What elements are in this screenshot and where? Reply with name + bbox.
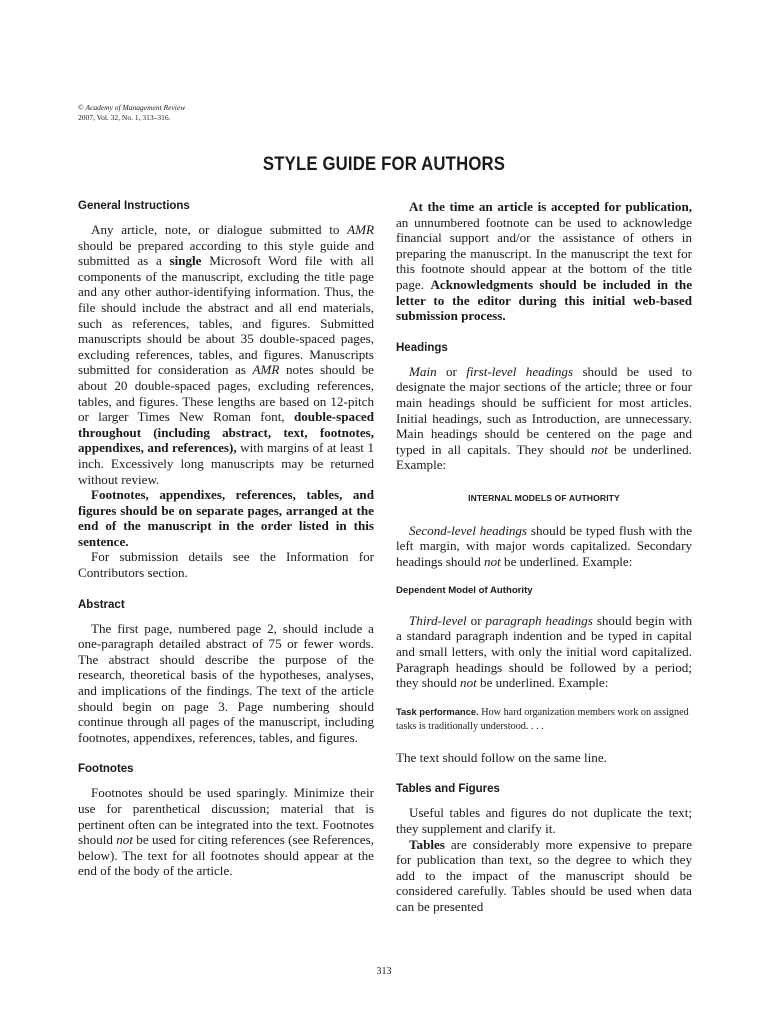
example-paragraph-heading: Task performance. How hard organization members work on assigned tasks is traditionally understood. . . . [396,705,689,732]
heading-tables-figures: Tables and Figures [396,783,500,796]
paragraph-third-level: Third-level or paragraph headings should begin with a standard paragraph indention and be typed in capital and small letters, with only the initial word capitalized. Paragraph headings should be followed by a period; they should not be underlined. Example: [396,612,692,691]
example-second-level-heading: Dependent Model of Authority [396,585,533,597]
heading-footnotes: Footnotes [78,763,134,776]
paragraph-tables-cost: Tables are considerably more expensive to prepare for publication than text, so the degree to which they add to the impact of the manuscript should be considered carefully. Tables should be used when data can be presented [396,836,692,914]
paragraph-follow-line: The text should follow on the same line. [396,749,607,765]
paragraph-separate-pages: Footnotes, appendixes, references, tables, and figures should be on separate pages, arranged at the end of the manuscript in the order listed in this sentence. [78,487,374,549]
paragraph-submission-details: For submission details see the Information for Contributors section. [78,549,374,581]
page-title: STYLE GUIDE FOR AUTHORS [262,154,506,175]
right-column [396,199,692,915]
left-column [78,199,374,879]
heading-general-instructions: General Instructions [78,200,190,212]
paragraph-second-level: Second-level headings should be typed flush with the left margin, with major words capitalized. Secondary headings should not be underlined. Example: [396,522,692,569]
journal-name: © Academy of Management Review [78,103,186,112]
paragraph-acceptance: At the time an article is accepted for publication, an unnumbered footnote can be used to acknowledge financial support and/or the assistance of others in preparing the manuscript. In the manuscript the text for this footnote should appear at the bottom of the title page. Acknowledgments should be included in the letter to the editor during this initial web-based submission process. [396,199,693,324]
paragraph-general: Any article, note, or dialogue submitted to AMR should be prepared according to this style guide and submitted as a single Microsoft Word file with all components of the manuscript, excluding the title page and any other author-identifying information. Thus, the file should include the abstract and all end materials, such as references, tables, and figures. Submitted manuscripts should be about 35 double-spaced pages, excluding references, tables, and figures. Manuscripts submitted for consideration as AMR notes should be about 20 double-spaced pages, excluding references, tables, and figures. These lengths are based on 12-pitch or larger Times New Roman font, double-spaced throughout (including abstract, text, footnotes, appendixes, and references), with margins of at least 1 inch. Excessively long manuscripts may be returned without review. [78,222,375,487]
journal-citation [78,103,185,123]
paragraph-tables-intro: Useful tables and figures do not duplicate the text; they supplement and clarify it. [396,805,692,837]
page-number: 313 [376,966,392,977]
volume-citation: 2007, Vol. 32, No. 1, 313–316. [78,113,171,122]
paragraph-footnotes: Footnotes should be used sparingly. Minimize their use for parenthetical discussion; material that is pertinent often can be integrated into the text. Footnotes should not be used for citing references (see References, below). The text for all footnotes should appear at the end of the body of the article. [78,785,374,879]
paragraph-abstract: The first page, numbered page 2, should include a one-paragraph detailed abstract of 75 or fewer words. The abstract should describe the purpose of the research, theoretical basis of the hypotheses, analyses, and implications of the findings. The text of the article should begin on page 3. Page numbering should continue through all pages of the manuscript, including footnotes, appendixes, references, tables, and figures. [78,620,374,745]
example-first-level-heading: INTERNAL MODELS OF AUTHORITY [468,492,620,503]
heading-headings: Headings [396,341,448,354]
heading-abstract: Abstract [78,598,125,611]
paragraph-main-headings: Main or first-level headings should be used to designate the major sections of the article; three or four main headings should be sufficient for most articles. Initial headings, such as Introduction, are unnecessary. Main headings should be centered on the page and typed in all capitals. They should not be underlined. Example: [396,363,692,473]
